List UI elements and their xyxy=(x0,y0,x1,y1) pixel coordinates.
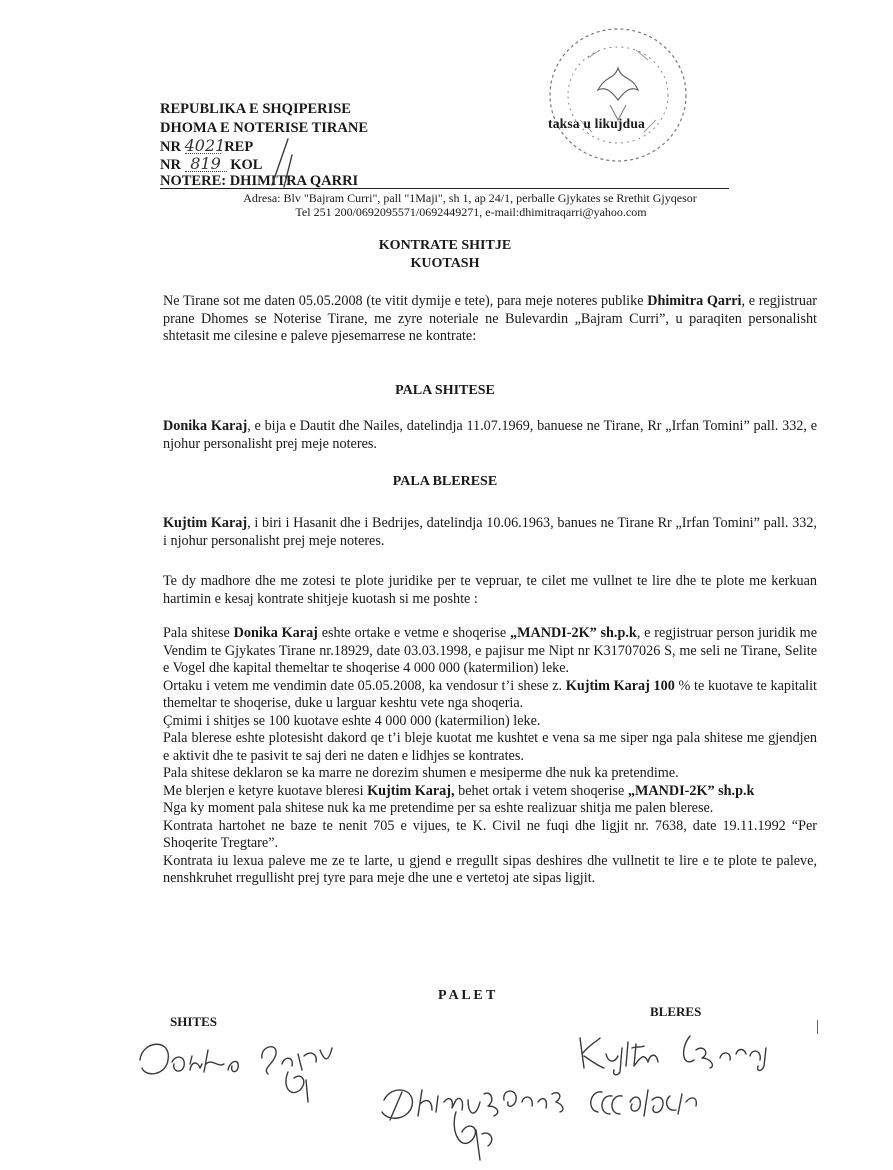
contract-title: KONTRATE SHITJE xyxy=(378,238,512,253)
header-nr-rep xyxy=(160,138,253,155)
nr-rep-suffix: REP xyxy=(224,139,254,155)
address-line-1: Adresa: Blv "Bajram Curri", pall "1Maji", sh 1, ap 24/1, perballe Gjykates se Rrethit Gjyqesor xyxy=(243,191,697,205)
parties-heading: P A L E T xyxy=(438,988,496,1003)
stamp-tax-note: taksa u likujdua xyxy=(548,116,645,131)
nr-kol-value: 819 xyxy=(185,156,227,172)
header-chamber: DHOMA E NOTERISE TIRANE xyxy=(160,120,369,136)
header-republic: REPUBLIKA E SHQIPERISE xyxy=(160,101,351,117)
clause-new-owner: Me blerjen e ketyre kuotave bleresi Kujtim Karaj, behet ortak i vetem shoqerise „MANDI-2K” sh.p.k xyxy=(163,782,755,799)
notary-signature xyxy=(372,1060,732,1170)
seller-name: Donika Karaj xyxy=(163,418,248,434)
clause-no-claims: Nga ky moment pala shitese nuk ka me pretendime per sa eshte realizuar shitja me palen blerese. xyxy=(163,800,714,816)
header-notary: NOTERE: DHIMITRA QARRI xyxy=(160,173,359,189)
clause-capacity: Te dy madhore dhe me zotesi te plote juridike per te vepruar, te cilet me vullnet te lire dhe te plote me kerkuan hartimin e kesaj kontrate shitjeje kuotash si me poshte : xyxy=(163,573,817,607)
nr-kol-suffix: KOL xyxy=(230,157,263,173)
header-rule xyxy=(160,188,729,189)
buyer-name: Kujtim Karaj xyxy=(163,515,248,531)
clause-decision: Ortaku i vetem me vendimin date 05.05.2008, ka vendosur t’i shese z. Kujtim Karaj 100 % te kuotave te kapitalit themeltar te shoqerise, duke u larguar keshtu vete nga shoqeria. xyxy=(163,677,817,711)
address-line-2: Tel 251 200/0692095571/0692449271, e-mail:dhimitraqarri@yahoo.com xyxy=(295,205,647,219)
seller-heading: PALA SHITESE xyxy=(395,383,495,398)
clause-payment-received: Pala shitese deklaron se ka marre ne dorezim shumen e mesiperme dhe nuk ka pretendime. xyxy=(163,765,679,781)
notary-name: Dhimitra Qarri xyxy=(647,293,742,309)
seller-signature xyxy=(132,1020,372,1110)
contract-subtitle: KUOTASH xyxy=(410,256,480,271)
clause-legal-basis: Kontrata hartohet ne baze te nenit 705 e vijues, te K. Civil ne fuqi dhe ligjit nr. 7638, date 19.11.1992 “Per Shoqerite Tregtare”. xyxy=(163,817,817,851)
notary-seal-stamp xyxy=(540,20,690,165)
seller-paragraph: Donika Karaj, e bija e Dautit dhe Nailes, datelindja 11.07.1969, banuese ne Tirane, Rr „Irfan Tomini” pall. 332, e njohur personalisht prej meje noteres. xyxy=(163,418,818,452)
buyer-paragraph: Kujtim Karaj, i biri i Hasanit dhe i Bedrijes, datelindja 10.06.1963, banues ne Tirane Rr „Irfan Tomini” pall. 332, i njohur personalisht prej meje noteres. xyxy=(163,515,817,549)
clause-price: Çmimi i shitjes se 100 kuotave eshte 4 000 000 (katermilion) leke. xyxy=(163,712,541,729)
nr-rep-prefix: NR xyxy=(160,139,181,155)
buyer-heading: PALA BLERESE xyxy=(392,474,498,489)
margin-tick xyxy=(817,1020,818,1034)
buyer-label: BLERES xyxy=(650,1004,702,1019)
clause-agreement: Pala blerese eshte plotesisht dakord qe t’i bleje kuotat me kushtet e vena sa me siper nga pala shitese me gjendjen e aktivit dhe te pasivit te saj deri ne daten e lidhjes se kontrates. xyxy=(163,730,817,764)
clauses-body xyxy=(163,573,817,888)
header-nr-kol xyxy=(160,156,262,173)
nr-rep-value: 4021 xyxy=(184,136,226,155)
clause-seller-company: Pala shitese Donika Karaj eshte ortake e vetme e shoqerise „MANDI-2K” sh.p.k, e regjistruar person juridik me Vendim te Gjykates Tirane nr.18929, date 03.03.1998, e pajisur me Nipt nr K31707026 S, me seli ne Tirane, Selite e Vogel dhe kapital themeltar te shoqerise 4 000 000 (katermilion) leke. xyxy=(163,625,817,676)
nr-kol-prefix: NR xyxy=(160,157,181,173)
seller-label: SHITES xyxy=(170,1014,217,1029)
intro-paragraph: Ne Tirane sot me daten 05.05.2008 (te vitit dymije e tete), para meje noteres publike Dhimitra Qarri, e regjistruar prane Dhomes se Noterise Tirane, me zyre noteriale ne Bulevardin „Bajram Curri”, u paraqiten personalisht shtetasit me cilesine e paleve pjesemarrese ne kontrate: xyxy=(163,293,817,344)
header-initial-mark xyxy=(258,135,298,190)
clause-read-aloud: Kontrata iu lexua paleve me ze te larte, u gjend e rregullt sipas deshires dhe vullnetit te lire e te plote te paleve, nenshkruhet rregullisht prej tyre para meje dhe une e vertetoj ate sipas ligjit. xyxy=(163,852,817,886)
